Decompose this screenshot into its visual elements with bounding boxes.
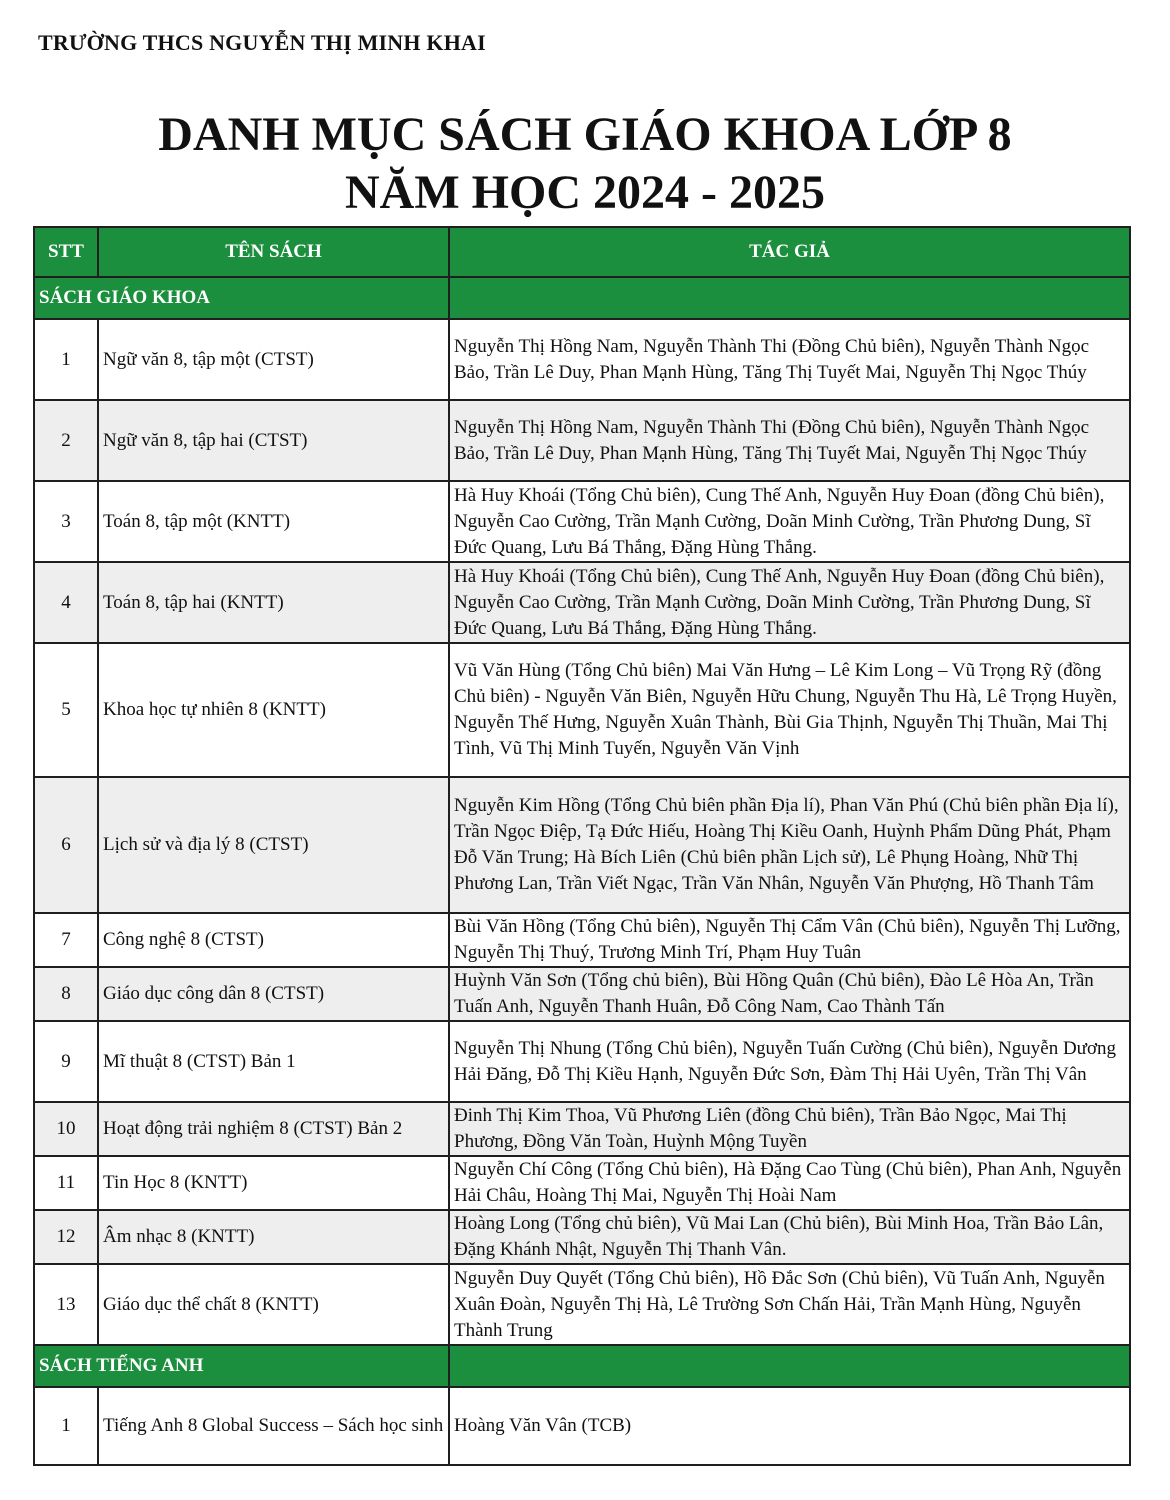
row-author: Nguyễn Thị Hồng Nam, Nguyễn Thành Thi (Đồng Chủ biên), Nguyễn Thành Ngọc Bảo, Trần Lê Duy, Phan Mạnh Hùng, Tăng Thị Tuyết Mai, Nguyễn Thị Ngọc Thúy: [449, 319, 1130, 400]
table-row: [34, 1387, 1130, 1465]
row-book-name: Giáo dục công dân 8 (CTST): [98, 967, 449, 1021]
row-stt: 10: [34, 1102, 98, 1156]
textbook-table: [33, 226, 1131, 1466]
row-stt: 3: [34, 481, 98, 562]
table-row: [34, 319, 1130, 400]
row-author: Hà Huy Khoái (Tổng Chủ biên), Cung Thế Anh, Nguyễn Huy Đoan (đồng Chủ biên), Nguyễn Cao Cường, Trần Mạnh Cường, Doãn Minh Cường, Trần Phương Dung, Sĩ Đức Quang, Lưu Bá Thắng, Đặng Hùng Thắng.: [449, 562, 1130, 643]
section-empty-cell: [449, 277, 1130, 319]
row-stt: 12: [34, 1210, 98, 1264]
section-row-textbooks: [34, 277, 1130, 319]
row-stt: 1: [34, 319, 98, 400]
section-row-english: [34, 1345, 1130, 1387]
table-row: [34, 481, 1130, 562]
section-label: SÁCH GIÁO KHOA: [34, 277, 449, 319]
header-stt: STT: [34, 227, 98, 277]
table-header-row: [34, 227, 1130, 277]
row-stt: 8: [34, 967, 98, 1021]
row-book-name: Âm nhạc 8 (KNTT): [98, 1210, 449, 1264]
row-author: Đinh Thị Kim Thoa, Vũ Phương Liên (đồng Chủ biên), Trần Bảo Ngọc, Mai Thị Phương, Đồng Văn Toàn, Huỳnh Mộng Tuyền: [449, 1102, 1130, 1156]
row-stt: 5: [34, 643, 98, 777]
table-row: [34, 562, 1130, 643]
row-book-name: Tin Học 8 (KNTT): [98, 1156, 449, 1210]
row-stt: 7: [34, 913, 98, 967]
row-book-name: Khoa học tự nhiên 8 (KNTT): [98, 643, 449, 777]
table-row: [34, 967, 1130, 1021]
table-row: [34, 1156, 1130, 1210]
row-author: Nguyễn Chí Công (Tổng Chủ biên), Hà Đặng Cao Tùng (Chủ biên), Phan Anh, Nguyễn Hải Châu, Hoàng Thị Mai, Nguyễn Thị Hoài Nam: [449, 1156, 1130, 1210]
page-subtitle: NĂM HỌC 2024 - 2025: [345, 166, 825, 219]
row-author: Nguyễn Thị Nhung (Tổng Chủ biên), Nguyễn Tuấn Cường (Chủ biên), Nguyễn Dương Hải Đăng, Đỗ Thị Kiều Hạnh, Nguyễn Đức Sơn, Đàm Thị Hải Uyên, Trần Thị Vân: [449, 1021, 1130, 1102]
row-author: Bùi Văn Hồng (Tổng Chủ biên), Nguyễn Thị Cẩm Vân (Chủ biên), Nguyễn Thị Lưỡng, Nguyễn Thị Thuý, Trương Minh Trí, Phạm Huy Tuân: [449, 913, 1130, 967]
row-book-name: Công nghệ 8 (CTST): [98, 913, 449, 967]
row-author: Vũ Văn Hùng (Tổng Chủ biên) Mai Văn Hưng – Lê Kim Long – Vũ Trọng Rỹ (đồng Chủ biên) - Nguyễn Văn Biên, Nguyễn Hữu Chung, Nguyễn Thu Hà, Lê Trọng Huyền, Nguyễn Thế Hưng, Nguyễn Xuân Thành, Bùi Gia Thịnh, Nguyễn Thị Thuần, Mai Thị Tình, Vũ Thị Minh Tuyến, Nguyễn Văn Vịnh: [449, 643, 1130, 777]
table-row: [34, 1210, 1130, 1264]
row-stt: 1: [34, 1387, 98, 1465]
header-book-name: TÊN SÁCH: [98, 227, 449, 277]
row-stt: 4: [34, 562, 98, 643]
row-stt: 9: [34, 1021, 98, 1102]
table-row: [34, 1264, 1130, 1345]
row-author: Huỳnh Văn Sơn (Tổng chủ biên), Bùi Hồng Quân (Chủ biên), Đào Lê Hòa An, Trần Tuấn Anh, Nguyễn Thanh Huân, Đỗ Công Nam, Cao Thành Tấn: [449, 967, 1130, 1021]
row-author: Hoàng Văn Vân (TCB): [449, 1387, 1130, 1465]
table-row: [34, 913, 1130, 967]
row-author: Hoàng Long (Tổng chủ biên), Vũ Mai Lan (Chủ biên), Bùi Minh Hoa, Trần Bảo Lân, Đặng Khánh Nhật, Nguyễn Thị Thanh Vân.: [449, 1210, 1130, 1264]
row-book-name: Ngữ văn 8, tập hai (CTST): [98, 400, 449, 481]
row-book-name: Toán 8, tập một (KNTT): [98, 481, 449, 562]
row-author: Nguyễn Thị Hồng Nam, Nguyễn Thành Thi (Đồng Chủ biên), Nguyễn Thành Ngọc Bảo, Trần Lê Duy, Phan Mạnh Hùng, Tăng Thị Tuyết Mai, Nguyễn Thị Ngọc Thúy: [449, 400, 1130, 481]
page-title: DANH MỤC SÁCH GIÁO KHOA LỚP 8: [158, 108, 1012, 161]
table-row: [34, 1102, 1130, 1156]
row-book-name: Tiếng Anh 8 Global Success – Sách học sinh: [98, 1387, 449, 1465]
row-stt: 2: [34, 400, 98, 481]
row-book-name: Giáo dục thể chất 8 (KNTT): [98, 1264, 449, 1345]
row-book-name: Hoạt động trải nghiệm 8 (CTST) Bản 2: [98, 1102, 449, 1156]
row-book-name: Mĩ thuật 8 (CTST) Bản 1: [98, 1021, 449, 1102]
row-book-name: Ngữ văn 8, tập một (CTST): [98, 319, 449, 400]
row-author: Nguyễn Kim Hồng (Tổng Chủ biên phần Địa lí), Phan Văn Phú (Chủ biên phần Địa lí), Trần Ngọc Điệp, Tạ Đức Hiếu, Hoàng Thị Kiều Oanh, Huỳnh Phẩm Dũng Phát, Phạm Đỗ Văn Trung; Hà Bích Liên (Chủ biên phần Lịch sử), Lê Phụng Hoàng, Nhữ Thị Phương Lan, Trần Viết Ngạc, Trần Văn Nhân, Nguyễn Văn Phượng, Hồ Thanh Tâm: [449, 777, 1130, 913]
table-row: [34, 643, 1130, 777]
row-stt: 13: [34, 1264, 98, 1345]
section-label: SÁCH TIẾNG ANH: [34, 1345, 449, 1387]
row-book-name: Toán 8, tập hai (KNTT): [98, 562, 449, 643]
table-row: [34, 1021, 1130, 1102]
row-author: Hà Huy Khoái (Tổng Chủ biên), Cung Thế Anh, Nguyễn Huy Đoan (đồng Chủ biên), Nguyễn Cao Cường, Trần Mạnh Cường, Doãn Minh Cường, Trần Phương Dung, Sĩ Đức Quang, Lưu Bá Thắng, Đặng Hùng Thắng.: [449, 481, 1130, 562]
section-empty-cell: [449, 1345, 1130, 1387]
row-stt: 11: [34, 1156, 98, 1210]
row-author: Nguyễn Duy Quyết (Tổng Chủ biên), Hồ Đắc Sơn (Chủ biên), Vũ Tuấn Anh, Nguyễn Xuân Đoàn, Nguyễn Thị Hà, Lê Trường Sơn Chấn Hải, Trần Mạnh Hùng, Nguyễn Thành Trung: [449, 1264, 1130, 1345]
header-author: TÁC GIẢ: [449, 227, 1130, 277]
table-row: [34, 777, 1130, 913]
table-row: [34, 400, 1130, 481]
school-name: TRƯỜNG THCS NGUYỄN THỊ MINH KHAI: [38, 30, 486, 55]
row-book-name: Lịch sử và địa lý 8 (CTST): [98, 777, 449, 913]
row-stt: 6: [34, 777, 98, 913]
